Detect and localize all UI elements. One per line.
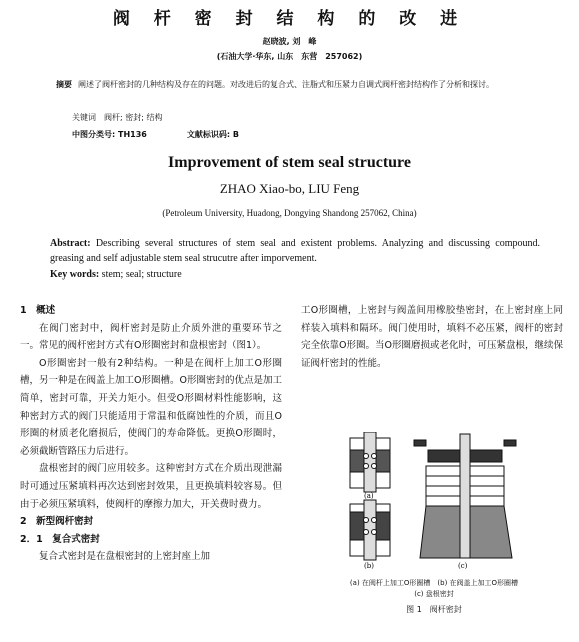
figure-caption-line2: (c) 盘根密封 [414, 590, 454, 598]
stem-seal-figure [330, 432, 535, 572]
figure-b-drawing [350, 500, 390, 560]
figure-caption-line1: (a) 在阀杆上加工O形圈槽 (b) 在阀盖上加工O形圈槽 [349, 579, 519, 587]
section-heading: 2 新型阀杆密封 [20, 516, 94, 528]
english-abstract [50, 236, 540, 266]
section-heading: 1 概述 [20, 305, 56, 316]
chinese-title: 阀 杆 密 封 结 构 的 改 进 [112, 9, 467, 29]
paragraph: 盘根密封的阀门应用较多。这种密封方式在介质出现泄漏时可通过压紧填料再次达到密封效果，且更换填料较容易。但由于必须压紧填料，使阀杆的摩擦力加大，开关费时费力。 [20, 463, 282, 510]
classification-line [72, 129, 279, 140]
classification-number: 中图分类号: TH136 [72, 130, 147, 139]
chinese-abstract-label: 摘要 [56, 80, 72, 89]
figure-label-c: (c) [458, 562, 468, 570]
right-column [301, 302, 563, 372]
document-code: 文献标识码: B [186, 130, 239, 139]
english-title: Improvement of stem seal structure [168, 154, 411, 171]
paragraph: 复合式密封是在盘根密封的上密封座上加 [39, 551, 211, 563]
english-abstract-text: Describing several structures of stem seal and existent problems. Analyzing and discussing compound. greasing and self adjustable stem seal strucutre after imporvement. [50, 238, 540, 264]
figure-a-drawing [350, 432, 390, 492]
left-column [20, 302, 282, 566]
chinese-abstract-text: 阐述了阀杆密封的几种结构及存在的问题。对改进后的复合式、注脂式和压紧力自调式阀杆密封结构作了分析和探讨。 [78, 80, 494, 89]
english-keywords-label: Key words: [50, 269, 100, 280]
chinese-abstract [56, 78, 526, 92]
chinese-keywords: 关键词 阀杆; 密封; 结构 [72, 113, 163, 122]
paragraph: O形圈密封一般有2种结构。一种是在阀杆上加工O形圈槽，另一种是在阀盖上加工O形圈槽。O形圈密封的优点是加工简单，密封可靠，开关力矩小。但受O形圈材料性能影响，这种密封方式的阀门只能适用于常温和低腐蚀性的介质，而且O形圈的材质老化磨损后，使阀门的寿命降低。更换O形圈时，必须截断管路压力后进行。 [20, 357, 282, 457]
chinese-affiliation: (石油大学·华东, 山东 东营 257062) [216, 52, 363, 61]
paragraph: 工O形圈槽，上密封与阀盖间用橡胶垫密封，在上密封座上同样装入填料和隔环。阀门使用时，填料不必压紧，阀杆的密封完全依靠O形圈。当O形圈磨损或老化时，可压紧盘根，继续保证阀杆密封的性能。 [301, 305, 563, 369]
figure-c-drawing [414, 434, 516, 558]
english-abstract-label: Abstract: [50, 238, 91, 249]
english-keywords-text: stem; seal; structure [101, 269, 182, 280]
english-authors: ZHAO Xiao-bo, LIU Feng [219, 181, 360, 196]
figure-label-a: (a) [364, 492, 374, 500]
subsection-heading: 2．1 复合式密封 [20, 533, 100, 545]
english-affiliation: (Petroleum University, Huadong, Dongying Shandong 257062, China) [162, 208, 417, 218]
paragraph: 在阀门密封中，阀杆密封是防止介质外泄的重要环节之一。常见的阀杆密封方式有O形圈密封和盘根密封（图1）。 [20, 322, 282, 352]
figure-title: 图 1 阀杆密封 [406, 605, 462, 614]
english-keywords [50, 269, 182, 280]
figure-label-b: (b) [364, 562, 374, 570]
chinese-authors: 赵晓波, 刘 峰 [262, 37, 317, 46]
